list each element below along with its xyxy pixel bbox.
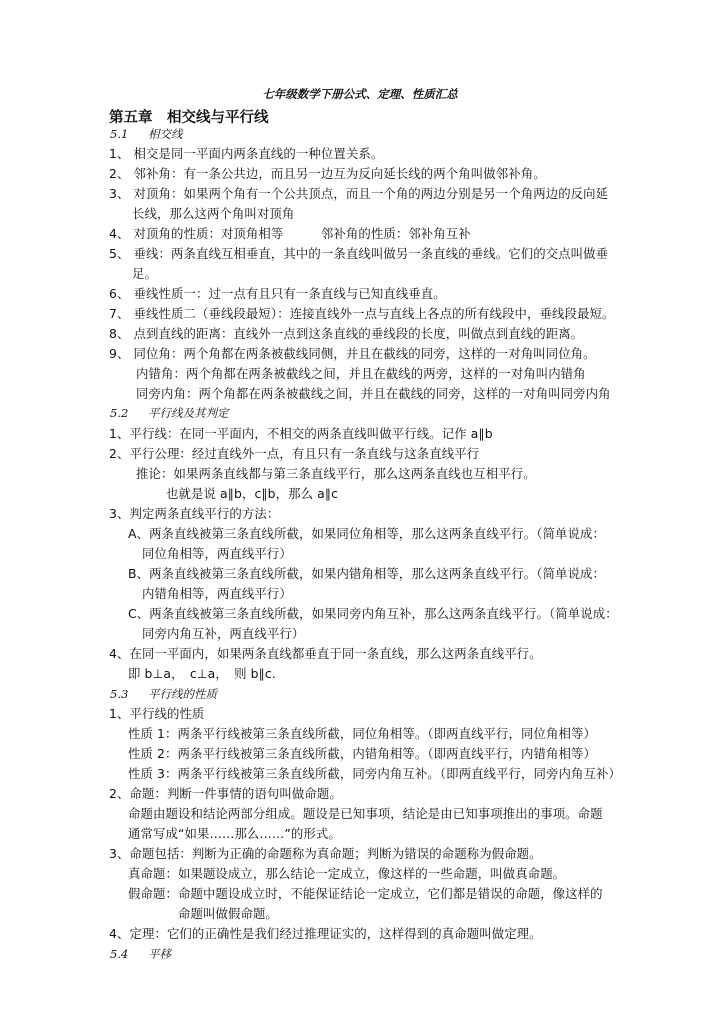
text-line: 命题由题设和结论两部分组成。题设是已知事项，结论是由已知事项推出的事项。命题: [128, 806, 603, 821]
text-line: A、两条直线被第三条直线所截，如果同位角相等，那么这两条直线平行。（简单说成：: [128, 526, 606, 541]
text-line: 2、命题：判断一件事情的语句叫做命题。: [109, 786, 342, 801]
section-heading-5-3: [110, 686, 217, 702]
text-line: 内错角：两个角都在两条被截线之间，并且在截线的两旁，这样的一对角叫内错角: [136, 366, 586, 381]
text-line: 同旁内角：两个角都在两条被截线之间，并且在截线的同旁，这样的一对角叫同旁内角: [136, 386, 611, 401]
text-line: 4、定理：它们的正确性是我们经过推理证实的，这样得到的真命题叫做定理。: [109, 926, 542, 941]
text-line: 5、 垂线：两条直线互相垂直，其中的一条直线叫做另一条直线的垂线。它们的交点叫做垂: [109, 246, 609, 261]
text-line: 6、 垂线性质一：过一点有且只有一条直线与已知直线垂直。: [109, 286, 446, 301]
text-line: 推论：如果两条直线都与第三条直线平行，那么这两条直线也互相平行。: [136, 466, 536, 481]
text-line: 也就是说 a∥b，c∥b，那么 a∥c: [166, 486, 339, 501]
document-title: 七年级数学下册公式、定理、性质汇总: [262, 87, 458, 101]
section-number: 5.1: [110, 127, 129, 141]
text-line: 性质 3：两条平行线被第三条直线所截，同旁内角互补。（即两直线平行，同旁内角互补）: [128, 766, 621, 781]
section-title: 相交线: [148, 127, 183, 141]
text-line: 真命题：如果题设成立，那么结论一定成立，像这样的一些命题，叫做真命题。: [128, 866, 566, 881]
text-line: 8、 点到直线的距离：直线外一点到这条直线的垂线段的长度，叫做点到直线的距离。: [109, 326, 584, 341]
text-line: 同旁内角互补，两直线平行）: [142, 626, 305, 641]
text-line: 4、 对顶角的性质：对顶角相等 邻补角的性质：邻补角互补: [109, 226, 471, 241]
text-line: 4、在同一平面内，如果两条直线都垂直于同一条直线，那么这两条直线平行。: [109, 646, 542, 661]
text-line: 2、平行公理：经过直线外一点，有且只有一条直线与这条直线平行: [109, 446, 480, 461]
text-line: 足。: [132, 266, 157, 281]
section-number: 5.3: [110, 687, 129, 701]
text-line: 即 b⊥a， c⊥a， 则 b∥c.: [128, 666, 276, 681]
text-line: 3、判定两条直线平行的方法：: [109, 506, 280, 521]
section-title: 平行线的性质: [148, 687, 217, 701]
chapter-heading: 第五章 相交线与平行线: [109, 109, 269, 126]
section-title: 平移: [148, 947, 171, 961]
text-line: 3、 对顶角：如果两个角有一个公共顶点，而且一个角的两边分别是另一个角两边的反向延: [109, 186, 609, 201]
text-line: 长线，那么这两个角叫对顶角: [132, 206, 295, 221]
text-line: 1、平行线的性质: [109, 706, 205, 721]
text-line: 3、命题包括：判断为正确的命题称为真命题；判断为错误的命题称为假命题。: [109, 846, 542, 861]
text-line: 1、 相交是同一平面内两条直线的一种位置关系。: [109, 146, 384, 161]
section-number: 5.2: [110, 406, 129, 420]
text-line: 命题叫做假命题。: [178, 906, 278, 921]
text-line: 1、平行线：在同一平面内，不相交的两条直线叫做平行线。记作 a∥b: [109, 426, 493, 441]
section-title: 平行线及其判定: [148, 406, 229, 420]
text-line: 性质 2：两条平行线被第三条直线所截，内错角相等。（即两直线平行，内错角相等）: [128, 746, 596, 761]
text-line: 通常写成“如果……那么……”的形式。: [128, 826, 341, 841]
text-line: C、两条直线被第三条直线所截，如果同旁内角互补，那么这两条直线平行。（简单说成：: [128, 606, 618, 621]
section-heading-5-2: [110, 405, 229, 421]
text-line: 7、 垂线性质二（垂线段最短）：连接直线外一点与直线上各点的所有线段中，垂线段最短。: [109, 306, 615, 321]
section-heading-5-1: [110, 126, 183, 142]
text-line: 性质 1：两条平行线被第三条直线所截，同位角相等。（即两直线平行，同位角相等）: [128, 726, 596, 741]
text-line: 假命题：命题中题设成立时，不能保证结论一定成立，它们都是错误的命题，像这样的: [128, 886, 603, 901]
text-line: B、两条直线被第三条直线所截，如果内错角相等，那么这两条直线平行。（简单说成：: [128, 566, 606, 581]
text-line: 同位角相等，两直线平行）: [142, 546, 292, 561]
section-number: 5.4: [110, 947, 129, 961]
text-line: 9、 同位角：两个角都在两条被截线同侧，并且在截线的同旁，这样的一对角叫同位角。: [109, 346, 596, 361]
section-heading-5-4: [110, 946, 171, 962]
text-line: 内错角相等，两直线平行）: [142, 586, 292, 601]
text-line: 2、 邻补角：有一条公共边，而且另一边互为反向延长线的两个角叫做邻补角。: [109, 166, 546, 181]
